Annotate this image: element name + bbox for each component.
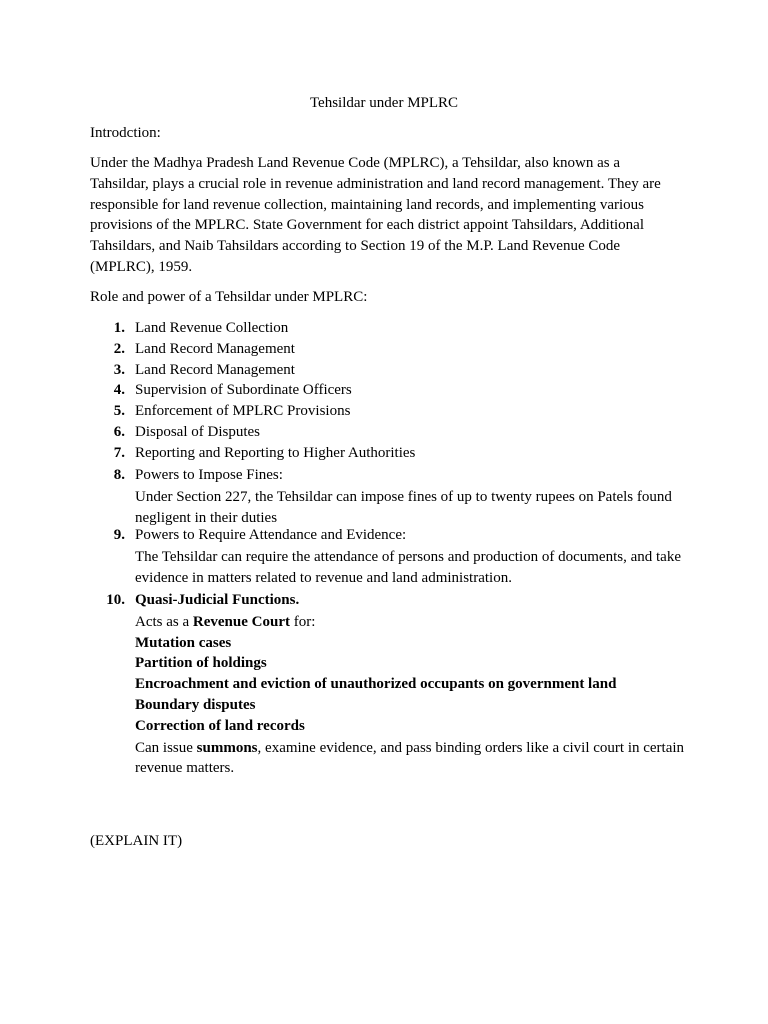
intro-paragraph: Under the Madhya Pradesh Land Revenue Code (MPLRC), a Tehsildar, also known as a Tahsildar, plays a crucial role in revenue administration and land record management. They are responsible for land revenue collection, maintaining land records, and implementing various provisions of the MPLRC. State Government for each district appoint Tahsildars, Additional Tahsildars, and Naib Tahsildars according to Section 19 of the M.P. Land Revenue Code (MPLRC), 1959. xyxy=(90,155,661,275)
list-item-text: Reporting and Reporting to Higher Authorities xyxy=(135,444,416,461)
list-number: 3. xyxy=(113,361,125,378)
summons-suffix: , examine evidence, and pass binding orders like a civil court in certain revenue matters. xyxy=(135,739,685,777)
list-item-detail: The Tehsildar can require the attendance of persons and production of documents, and take evidence in matters related to revenue and land administration. xyxy=(135,548,681,586)
list-number: 5. xyxy=(113,403,125,420)
list-item-quasi-judicial xyxy=(90,590,690,779)
list-number: 1. xyxy=(113,320,125,336)
list-number: 2. xyxy=(113,340,125,357)
list-item-title: Powers to Impose Fines: xyxy=(135,467,283,483)
case-type: Boundary disputes xyxy=(135,696,256,713)
list-item xyxy=(90,422,690,443)
list-item xyxy=(90,443,690,464)
case-type: Partition of holdings xyxy=(135,655,267,672)
list-item-title: Powers to Require Attendance and Evidence: xyxy=(135,527,407,543)
list-item-detail: Under Section 227, the Tehsildar can impose fines of up to twenty rupees on Patels found negligent in their duties xyxy=(135,488,672,526)
list-number: 9. xyxy=(113,527,125,543)
list-item-text: Land Record Management xyxy=(135,361,295,378)
list-item-title: Quasi-Judicial Functions. xyxy=(135,592,300,608)
list-number: 7. xyxy=(113,444,125,461)
summons-prefix: Can issue xyxy=(135,739,197,756)
list-number: 10. xyxy=(106,592,125,608)
list-item xyxy=(90,318,690,339)
case-type: Encroachment and eviction of unauthorized occupants on government land xyxy=(135,676,617,693)
list-number: 6. xyxy=(113,423,125,440)
revenue-court-line xyxy=(135,612,690,633)
intro-heading: Introdction: xyxy=(90,125,161,141)
roles-heading: Role and power of a Tehsildar under MPLRC: xyxy=(90,289,368,305)
roles-list xyxy=(90,318,690,464)
list-item xyxy=(90,401,690,422)
list-item-attendance xyxy=(90,525,690,588)
list-number: 8. xyxy=(113,467,125,483)
case-type: Mutation cases xyxy=(135,634,232,651)
list-number: 4. xyxy=(113,382,125,399)
revenue-court-suffix: for: xyxy=(289,613,316,630)
summons-line xyxy=(135,738,690,780)
summons-term: summons xyxy=(196,739,258,756)
list-item-text: Land Record Management xyxy=(135,340,295,357)
list-item-text: Disposal of Disputes xyxy=(135,423,260,440)
list-item xyxy=(90,360,690,381)
revenue-court-prefix: Acts as a xyxy=(135,613,193,630)
list-item xyxy=(90,339,690,360)
document-title: Tehsildar under MPLRC xyxy=(309,95,459,111)
revenue-court-term: Revenue Court xyxy=(192,613,290,630)
list-item-text: Supervision of Subordinate Officers xyxy=(135,382,352,399)
list-item-fines xyxy=(90,465,690,528)
case-type: Correction of land records xyxy=(135,717,305,734)
list-item-text: Enforcement of MPLRC Provisions xyxy=(135,403,351,420)
list-item xyxy=(90,380,690,401)
list-item-text: Land Revenue Collection xyxy=(135,320,289,336)
footer-note: (EXPLAIN IT) xyxy=(90,833,183,849)
